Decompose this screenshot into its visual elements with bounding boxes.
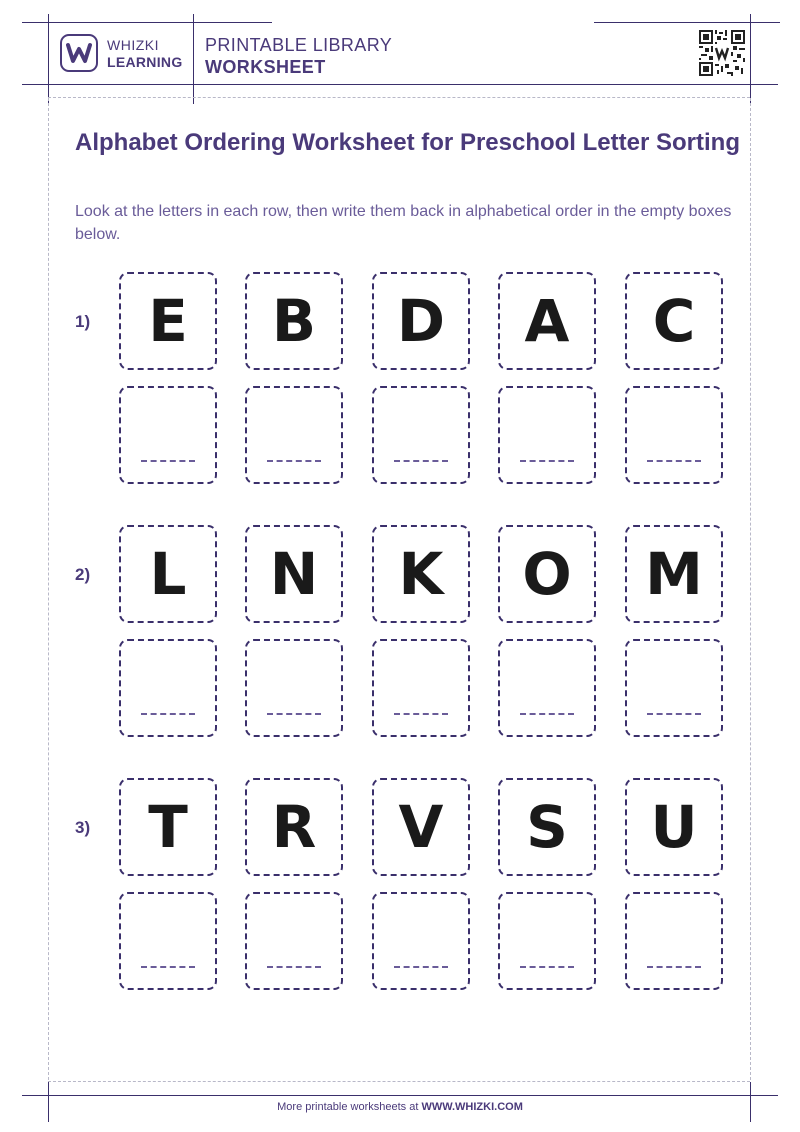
letter-card: A — [524, 287, 570, 355]
answer-box[interactable] — [119, 892, 217, 990]
answer-blank-line — [267, 713, 321, 715]
worksheet-label: WORKSHEET — [205, 57, 326, 77]
answer-box[interactable] — [625, 386, 723, 484]
letter-box — [498, 778, 596, 876]
letter-box — [245, 525, 343, 623]
dashed-border-bottom — [48, 1081, 750, 1082]
letter-card: L — [149, 540, 187, 608]
answer-blank-line — [647, 966, 701, 968]
dashed-border-right — [750, 98, 751, 1080]
letter-box — [245, 272, 343, 370]
dashed-border-left — [48, 98, 49, 1080]
frame-footer-top-line — [22, 1095, 778, 1096]
brand-line1: WHIZKI — [107, 37, 159, 53]
dashed-border-top — [48, 97, 750, 98]
answer-blank-line — [394, 713, 448, 715]
answer-box[interactable] — [625, 892, 723, 990]
answer-box[interactable] — [498, 386, 596, 484]
footer-text — [0, 1101, 800, 1113]
letter-box — [372, 525, 470, 623]
answer-box[interactable] — [245, 386, 343, 484]
answer-blank-line — [647, 460, 701, 462]
letter-card: R — [271, 793, 317, 861]
letter-card: O — [522, 540, 572, 608]
frame-top-line-right — [594, 22, 780, 23]
answer-blank-line — [520, 713, 574, 715]
answer-blank-line — [141, 713, 195, 715]
answer-blank-line — [520, 966, 574, 968]
answer-blank-line — [394, 460, 448, 462]
answer-blank-line — [141, 460, 195, 462]
letter-box — [372, 778, 470, 876]
frame-right-line — [750, 14, 751, 104]
answer-box[interactable] — [245, 639, 343, 737]
letter-card: U — [650, 793, 698, 861]
letter-box — [245, 778, 343, 876]
answer-box[interactable] — [372, 639, 470, 737]
worksheet-instructions: Look at the letters in each row, then write them back in alphabetical order in the empty boxes below. — [75, 203, 732, 243]
frame-top-line — [22, 22, 272, 23]
letter-card: E — [148, 287, 188, 355]
letter-card: M — [645, 540, 703, 608]
row-label: 3) — [75, 818, 91, 837]
letter-card: N — [269, 540, 319, 608]
answer-box[interactable] — [625, 639, 723, 737]
letter-box — [119, 525, 217, 623]
letter-card: B — [271, 287, 317, 355]
letter-card: D — [396, 287, 446, 355]
answer-blank-line — [267, 966, 321, 968]
answer-box[interactable] — [119, 639, 217, 737]
answer-box[interactable] — [245, 892, 343, 990]
answer-box[interactable] — [119, 386, 217, 484]
frame-divider-line — [193, 14, 194, 104]
library-label: PRINTABLE LIBRARY — [205, 35, 393, 55]
footer-site-link[interactable]: WWW.WHIZKI.COM — [421, 1101, 523, 1113]
row-label: 2) — [75, 565, 91, 584]
frame-header-bottom-line — [22, 84, 778, 85]
letter-card: S — [526, 793, 568, 861]
letter-box — [498, 272, 596, 370]
letter-box — [372, 272, 470, 370]
row-label: 1) — [75, 312, 91, 331]
frame-left-line — [48, 14, 49, 104]
letter-card: C — [652, 287, 696, 355]
answer-blank-line — [520, 460, 574, 462]
answer-box[interactable] — [498, 892, 596, 990]
answer-blank-line — [267, 460, 321, 462]
whizki-logo-icon — [60, 34, 98, 72]
letter-box — [498, 525, 596, 623]
worksheet-title: Alphabet Ordering Worksheet for Preschool Letter Sorting — [75, 129, 740, 156]
answer-box[interactable] — [372, 892, 470, 990]
answer-box[interactable] — [372, 386, 470, 484]
qr-code-icon — [699, 30, 745, 76]
brand-line2: LEARNING — [107, 54, 183, 70]
letter-card: K — [398, 540, 444, 608]
letter-box — [625, 525, 723, 623]
answer-blank-line — [647, 713, 701, 715]
letter-box — [625, 272, 723, 370]
letter-box — [625, 778, 723, 876]
brand-name — [107, 37, 183, 71]
answer-box[interactable] — [498, 639, 596, 737]
letter-card: T — [148, 793, 188, 861]
letter-box — [119, 778, 217, 876]
letter-card: V — [398, 793, 444, 861]
answer-blank-line — [141, 966, 195, 968]
footer-label: More printable worksheets at — [277, 1101, 422, 1113]
answer-blank-line — [394, 966, 448, 968]
letter-box — [119, 272, 217, 370]
